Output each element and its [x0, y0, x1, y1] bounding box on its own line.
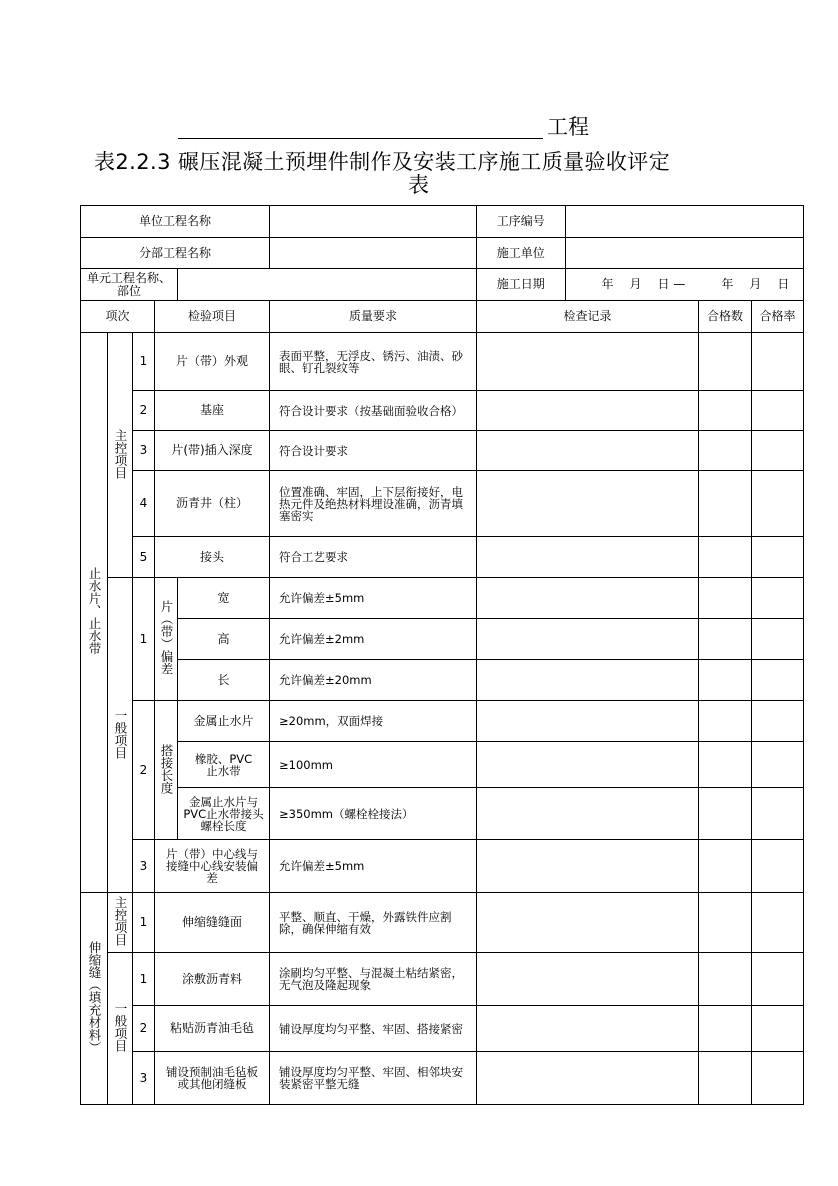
column-header-row [81, 301, 804, 333]
form-title-continued: 表 [408, 173, 429, 197]
date-day-2: 日 [777, 277, 790, 291]
pass-rate-cell[interactable] [752, 660, 804, 701]
table-row [81, 660, 804, 701]
table-row [81, 391, 804, 431]
table-row [81, 953, 804, 1006]
check-record-cell[interactable] [477, 471, 699, 537]
info-row-element [81, 269, 804, 301]
group-main-control: 主控项目 [108, 333, 133, 578]
row-req: 允许偏差±20mm [270, 660, 477, 701]
row-req: 涂刷均匀平整、与混凝土粘结紧密，无气泡及隆起现象 [270, 953, 477, 1006]
col-pass-rate: 合格率 [752, 301, 804, 333]
row-no: 4 [133, 471, 155, 537]
construction-date-group [477, 269, 804, 301]
row-req: ≥350mm（螺栓栓接法） [270, 788, 477, 840]
group-joint: 伸缩缝（填充材料） [81, 893, 108, 1105]
row-no: 3 [133, 1052, 155, 1105]
row-no: 1 [133, 893, 155, 953]
process-no-group [477, 206, 804, 238]
group-general: 一般项目 [108, 578, 133, 893]
pass-rate-cell[interactable] [752, 578, 804, 619]
project-suffix: 工程 [547, 115, 589, 139]
row-req: 符合工艺要求 [270, 537, 477, 578]
table-row [81, 619, 804, 660]
date-year-2: 年 [721, 277, 734, 291]
pass-rate-cell[interactable] [752, 431, 804, 471]
group-waterstop: 止水片、止水带 [81, 333, 108, 893]
pass-rate-cell[interactable] [752, 788, 804, 840]
group-deviation: 片（带）偏差 [155, 578, 178, 701]
inspection-form-table [80, 205, 804, 1105]
check-record-cell[interactable] [477, 953, 699, 1006]
col-inspect-item: 检验项目 [155, 301, 270, 333]
project-name-underline [178, 138, 543, 139]
pass-rate-cell[interactable] [752, 701, 804, 742]
pass-count-cell[interactable] [699, 537, 752, 578]
table-row [81, 471, 804, 537]
check-record-cell[interactable] [477, 391, 699, 431]
pass-count-cell[interactable] [699, 788, 752, 840]
check-record-cell[interactable] [477, 742, 699, 788]
col-item-no: 项次 [81, 301, 155, 333]
row-no: 1 [133, 578, 155, 701]
row-item: 高 [178, 619, 270, 660]
date-month-2: 月 [749, 277, 762, 291]
row-item: 基座 [155, 391, 270, 431]
construction-unit-subtable [477, 238, 803, 268]
row-no: 3 [133, 431, 155, 471]
table-row [81, 893, 804, 953]
check-record-cell[interactable] [477, 1006, 699, 1052]
pass-count-cell[interactable] [699, 893, 752, 953]
process-no-value[interactable] [565, 206, 803, 237]
row-req: 符合设计要求（按基础面验收合格） [270, 391, 477, 431]
row-req: 允许偏差±5mm [270, 840, 477, 893]
pass-count-cell[interactable] [699, 1052, 752, 1105]
row-item: 伸缩缝缝面 [155, 893, 270, 953]
row-req: 铺设厚度均匀平整、牢固、搭接紧密 [270, 1006, 477, 1052]
pass-rate-cell[interactable] [752, 537, 804, 578]
pass-count-cell[interactable] [699, 953, 752, 1006]
table-row [81, 537, 804, 578]
row-no: 2 [133, 701, 155, 840]
check-record-cell[interactable] [477, 893, 699, 953]
check-record-cell[interactable] [477, 701, 699, 742]
pass-rate-cell[interactable] [752, 893, 804, 953]
sub-project-value[interactable] [270, 238, 477, 269]
check-record-cell[interactable] [477, 578, 699, 619]
check-record-cell[interactable] [477, 619, 699, 660]
row-req: 位置准确、牢固，上下层衔接好，电热元件及绝热材料埋设准确，沥青填塞密实 [270, 471, 477, 537]
process-no-subtable [477, 206, 803, 237]
row-item: 长 [178, 660, 270, 701]
pass-count-cell[interactable] [699, 471, 752, 537]
check-record-cell[interactable] [477, 537, 699, 578]
check-record-cell[interactable] [477, 1052, 699, 1105]
date-day-1: 日 — [657, 277, 686, 291]
date-year-1: 年 [601, 277, 614, 291]
check-record-cell[interactable] [477, 840, 699, 893]
group-general-2: 一般项目 [108, 953, 133, 1105]
row-req: 表面平整，无浮皮、锈污、油渍、砂眼、钉孔裂纹等 [270, 333, 477, 391]
row-req: ≥20mm，双面焊接 [270, 701, 477, 742]
pass-count-cell[interactable] [699, 660, 752, 701]
row-item: 宽 [178, 578, 270, 619]
check-record-cell[interactable] [477, 660, 699, 701]
row-item: 金属止水片与PVC止水带接头螺栓长度 [178, 788, 270, 840]
row-item: 片（带）中心线与接缝中心线安装偏差 [155, 840, 270, 893]
pass-count-cell[interactable] [699, 431, 752, 471]
element-value[interactable] [178, 269, 477, 301]
group-main-control-2: 主控项目 [108, 893, 133, 953]
row-req: 允许偏差±2mm [270, 619, 477, 660]
pass-count-cell[interactable] [699, 701, 752, 742]
pass-rate-cell[interactable] [752, 1052, 804, 1105]
row-req: 平整、顺直、干燥，外露铁件应割除，确保伸缩有效 [270, 893, 477, 953]
table-row [81, 840, 804, 893]
construction-unit-label: 施工单位 [477, 238, 565, 268]
table-row [81, 431, 804, 471]
row-item: 接头 [155, 537, 270, 578]
row-item: 沥青井（柱） [155, 471, 270, 537]
row-no: 1 [133, 333, 155, 391]
table-row [81, 742, 804, 788]
table-row [81, 1006, 804, 1052]
sub-project-label: 分部工程名称 [81, 238, 270, 269]
pass-count-cell[interactable] [699, 840, 752, 893]
row-item: 片(带)插入深度 [155, 431, 270, 471]
table-row [81, 1052, 804, 1105]
unit-project-value[interactable] [270, 206, 477, 238]
process-no-label-cell: 工序编号 [477, 206, 565, 237]
row-item: 涂敷沥青料 [155, 953, 270, 1006]
row-req: 允许偏差±5mm [270, 578, 477, 619]
row-no: 5 [133, 537, 155, 578]
pass-rate-cell[interactable] [752, 471, 804, 537]
row-no: 2 [133, 1006, 155, 1052]
form-title: 表2.2.3 碾压混凝土预埋件制作及安装工序施工质量验收评定 [94, 150, 671, 174]
info-row-unit [81, 206, 804, 238]
pass-count-cell[interactable] [699, 1006, 752, 1052]
row-req: 铺设厚度均匀平整、牢固、相邻块安装紧密平整无缝 [270, 1052, 477, 1105]
row-req: ≥100mm [270, 742, 477, 788]
pass-rate-cell[interactable] [752, 840, 804, 893]
pass-rate-cell[interactable] [752, 953, 804, 1006]
row-req: 符合设计要求 [270, 431, 477, 471]
table-row [81, 788, 804, 840]
pass-count-cell[interactable] [699, 742, 752, 788]
check-record-cell[interactable] [477, 788, 699, 840]
check-record-cell[interactable] [477, 431, 699, 471]
table-row [81, 333, 804, 391]
row-item: 橡胶、PVC止水带 [178, 742, 270, 788]
date-month-1: 月 [629, 277, 642, 291]
col-check-record: 检查记录 [477, 301, 699, 333]
pass-rate-cell[interactable] [752, 619, 804, 660]
unit-project-label: 单位工程名称 [81, 206, 270, 238]
element-label: 单元工程名称、部位 [81, 269, 178, 301]
row-no: 3 [133, 840, 155, 893]
pass-count-cell[interactable] [699, 619, 752, 660]
check-record-cell[interactable] [477, 333, 699, 391]
pass-rate-cell[interactable] [752, 1006, 804, 1052]
group-overlap: 搭接长度 [155, 701, 178, 840]
pass-count-cell[interactable] [699, 391, 752, 431]
info-row-sub [81, 238, 804, 269]
construction-date-subtable [477, 269, 803, 300]
pass-count-cell[interactable] [699, 578, 752, 619]
col-quality-req: 质量要求 [270, 301, 477, 333]
table-row [81, 701, 804, 742]
row-item: 片（带）外观 [155, 333, 270, 391]
table-row [81, 578, 804, 619]
col-pass-count: 合格数 [699, 301, 752, 333]
construction-date-value[interactable] [565, 269, 803, 300]
row-no: 2 [133, 391, 155, 431]
pass-rate-cell[interactable] [752, 391, 804, 431]
pass-rate-cell[interactable] [752, 742, 804, 788]
row-no: 1 [133, 953, 155, 1006]
construction-date-label: 施工日期 [477, 269, 565, 300]
pass-rate-cell[interactable] [752, 333, 804, 391]
row-item: 粘贴沥青油毛毡 [155, 1006, 270, 1052]
row-item: 铺设预制油毛毡板或其他闭缝板 [155, 1052, 270, 1105]
pass-count-cell[interactable] [699, 333, 752, 391]
construction-unit-value[interactable] [565, 238, 803, 268]
construction-unit-group [477, 238, 804, 269]
row-item: 金属止水片 [178, 701, 270, 742]
